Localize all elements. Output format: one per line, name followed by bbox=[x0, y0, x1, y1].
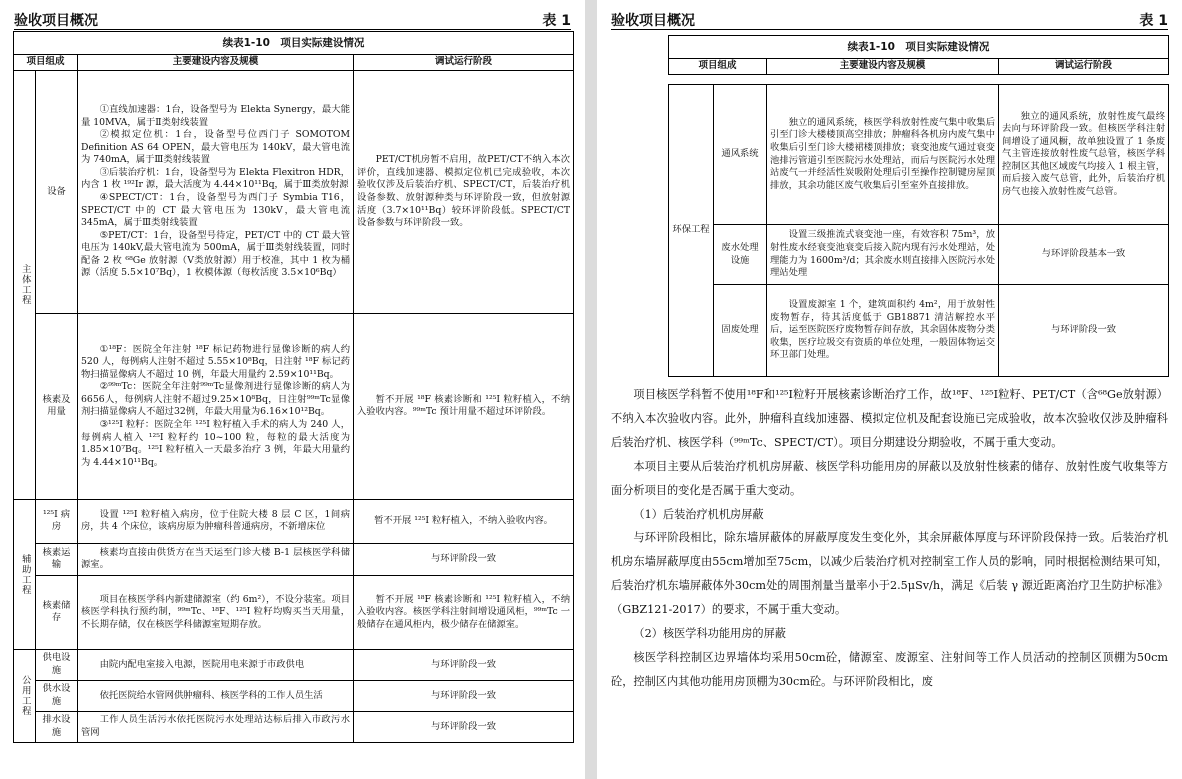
equip-item: ⑤PET/CT：1台，设备型号待定，PET/CT 中的 CT 最大管电压为 140kV,最大管电流为 500mA，属于Ⅲ类射线装置，同时配备 2 枚 ⁶⁸Ge 放射源（Ⅴ类放射源）用于校准，其中 1 枚为桶源（活度 5.5×10⁷Bq），1 枚模体源（每枚活度 3.5×10⁶Bq） bbox=[81, 229, 350, 279]
construction-table-cont bbox=[668, 35, 1169, 75]
vent-content bbox=[767, 85, 999, 225]
col-header-stage: 调试运行阶段 bbox=[354, 55, 574, 71]
table-caption: 续表1-10 项目实际建设情况 bbox=[14, 32, 574, 55]
power-stage: 与环评阶段一致 bbox=[354, 649, 574, 680]
equip-item: ③后装治疗机：1台，设备型号为 Elekta Flexitron HDR，内含 1 枚 ¹⁹²Ir 源，最大活度为 4.44×10¹¹Bq，属于Ⅲ类放射源 bbox=[81, 166, 350, 191]
row-label-ward: ¹²⁵I 病房 bbox=[36, 499, 78, 543]
water-content bbox=[78, 680, 354, 711]
solid-stage: 与环评阶段一致 bbox=[999, 285, 1169, 377]
col-header-content: 主要建设内容及规模 bbox=[78, 55, 354, 71]
drain-content bbox=[78, 711, 354, 742]
header-rule bbox=[611, 29, 1168, 30]
paragraph: 核医学科控制区边界墙体均采用50cm砼，储源室、废源室、注射间等工作人员活动的控制区顶棚为50cm砼，控制区内其他功能用房顶棚为30cm砼。与环评阶段相比，废 bbox=[611, 650, 1168, 688]
nuclide-stage bbox=[354, 313, 574, 499]
power-text: 由院内配电室接入电源，医院用电来源于市政供电 bbox=[99, 658, 305, 670]
page-gap bbox=[585, 0, 597, 779]
row-label-wastewater: 废水处理设施 bbox=[714, 225, 767, 285]
page-title: 验收项目概况 bbox=[14, 13, 98, 29]
storage-text: 项目在核医学科内新建储源室（约 6m²），不设分装室。项目核医学科执行预约制，⁹⁹ᵐTc、¹⁸F、¹²⁵I 粒籽均购买当天用量，不长期存储，仅在核医学科储源室短期存放。 bbox=[81, 593, 350, 630]
construction-table bbox=[13, 31, 574, 743]
nuclide-item: ②⁹⁹ᵐTc：医院全年注射⁹⁹ᵐTc显像剂进行显像诊断的病人为6656人，每例病人注射不超过9.25×10⁸Bq，日注射⁹⁹ᵐTc显像剂扫描显像病人不超过32例，年最大用量为6.16×10¹²Bq。 bbox=[81, 381, 350, 418]
solid-text: 设置废源室 1 个，建筑面积约 4m²，用于放射性废物暂存，待其活度低于 GB18871 清洁解控水平后，运至医院医疗废物暂存间存放，其余固体废物分类收集，医疗垃圾交有资质的单位处理，一般固体物运交环卫部门处理。 bbox=[770, 299, 995, 361]
vent-stage bbox=[999, 85, 1169, 225]
env-table bbox=[668, 84, 1169, 377]
equip-stage bbox=[354, 70, 574, 313]
nuclide-content bbox=[78, 313, 354, 499]
equip-stage-text: PET/CT机房暂不启用，故PET/CT不纳入本次评价，直线加速器、模拟定位机已完成验收，本次验收仅涉及后装治疗机、SPECT/CT，后装治疗机设备参数、放射源种类与环评阶段一致，但放射源活度（3.7×10¹¹Bq）较环评阶段低。SPECT/CT设备参数与环评阶段一致。 bbox=[357, 154, 571, 229]
ward-content bbox=[78, 499, 354, 543]
transport-content bbox=[78, 543, 354, 575]
nuclide-stage-text: 暂不开展 ¹⁸F 核素诊断和 ¹²⁵I 粒籽植入，不纳入验收内容。⁹⁹ᵐTc 预计用量不超过环评阶段。 bbox=[357, 393, 571, 418]
drain-text: 工作人员生活污水依托医院污水处理站达标后排入市政污水管网 bbox=[81, 714, 350, 738]
paragraph: 与环评阶段相比，除东墙屏蔽体的屏蔽厚度发生变化外，其余屏蔽体厚度与环评阶段保持一致。后装治疗机机房东墙屏蔽厚度由55cm增加至75cm，以减少后装治疗机对控制室工作人员的影响，同时根据检测结果可知，后装治疗机东墙屏蔽体外30cm处的周围剂量当量率小于2.5μSv/h，满足《后装 γ 源近距离治疗卫生防护标准》（GBZ121-2017）的要求，不属于重大变动。 bbox=[611, 531, 1168, 617]
section-heading: （1）后装治疗机机房屏蔽 bbox=[633, 507, 764, 521]
group-main: 主体工程 bbox=[14, 70, 36, 499]
page-title: 验收项目概况 bbox=[611, 13, 695, 29]
nuclide-item: ①¹⁸F：医院全年注射 ¹⁸F 标记药物进行显像诊断的病人约 520 人，每例病人注射不超过 5.55×10⁸Bq，日注射 ¹⁸F 标记药物扫描显像病人不超过 10 例，年最大用量约 2.59×10¹¹Bq。 bbox=[81, 343, 350, 380]
storage-stage-text: 暂不开展 ¹⁸F 核素诊断和 ¹²⁵I 粒籽植入，不纳入验收内容。核医学科注射间增设通风柜，⁹⁹ᵐTc 一般储存在通风柜内，极少储存在储源室。 bbox=[357, 593, 571, 630]
storage-stage bbox=[354, 575, 574, 649]
equip-content bbox=[78, 70, 354, 313]
table-number: 表 1 bbox=[542, 13, 571, 29]
body-text bbox=[597, 383, 1182, 694]
group-public: 公用工程 bbox=[14, 649, 36, 742]
paragraph: 项目核医学科暂不使用¹⁸F和¹²⁵I粒籽开展核素诊断治疗工作，故¹⁸F、¹²⁵I粒籽、PET/CT（含⁶⁸Ge放射源）不纳入本次验收内容。此外，肿瘤科直线加速器、模拟定位机及配套设施已完成验收，故本次验收仅涉及肿瘤科后装治疗机、核医学科（⁹⁹ᵐTc、SPECT/CT）。项目分期建设分期验收，不属于重大变动。 bbox=[611, 388, 1168, 449]
row-label-equip: 设备 bbox=[36, 70, 78, 313]
section-heading: （2）核医学科功能用房的屏蔽 bbox=[633, 627, 786, 641]
row-label-vent: 通风系统 bbox=[714, 85, 767, 225]
water-text: 依托医院给水管网供肿瘤科、核医学科的工作人员生活 bbox=[99, 689, 323, 701]
wastewater-stage: 与环评阶段基本一致 bbox=[999, 225, 1169, 285]
equip-item: ②模拟定位机：1台，设备型号位西门子 SOMOTOM Definition AS 64 OPEN，最大管电压为 140kV，最大管电流为 740mA，属于Ⅲ类射线装置 bbox=[81, 129, 350, 166]
solid-content bbox=[767, 285, 999, 377]
ward-stage: 暂不开展 ¹²⁵I 粒籽植入，不纳入验收内容。 bbox=[354, 499, 574, 543]
power-content bbox=[78, 649, 354, 680]
right-page bbox=[597, 0, 1182, 779]
ward-text: 设置 ¹²⁵I 粒籽植入病房，位于住院大楼 8 层 C 区，1间病房，共 4 个床位，该病房原为肿瘤科普通病房，不新增床位 bbox=[81, 508, 350, 533]
row-label-transport: 核素运输 bbox=[36, 543, 78, 575]
header-rule bbox=[14, 29, 571, 30]
storage-content bbox=[78, 575, 354, 649]
row-label-storage: 核素储存 bbox=[36, 575, 78, 649]
drain-stage: 与环评阶段一致 bbox=[354, 711, 574, 742]
left-page bbox=[0, 0, 585, 779]
vent-stage-text: 独立的通风系统，放射性废气最终去向与环评阶段一致。但核医学科注射间增设了通风橱，故单独设置了 1 条废气主管连接放射性废气总管，核医学科控制区其他区域废气均接入 1 根主管，而后接入废气总管，此外，后装治疗机房气也接入放射性废气总管。 bbox=[1002, 110, 1165, 197]
row-label-nuclide: 核素及用量 bbox=[36, 313, 78, 499]
col-header-content: 主要建设内容及规模 bbox=[767, 59, 999, 75]
transport-stage: 与环评阶段一致 bbox=[354, 543, 574, 575]
table-caption: 续表1-10 项目实际建设情况 bbox=[669, 36, 1169, 59]
wastewater-text: 设置三级推流式衰变池一座，有效容积 75m³，放射性废水经衰变池衰变后接入院内现有污水处理站，处理能力为 1600m³/d；其余废水则直接排入医院污水处理站处理 bbox=[770, 229, 995, 279]
group-aux: 辅助工程 bbox=[14, 499, 36, 649]
col-header-stage: 调试运行阶段 bbox=[999, 59, 1169, 75]
transport-text: 核素均直接由供货方在当天运至门诊大楼 B-1 层核医学科储源室。 bbox=[81, 546, 350, 571]
equip-item: ④SPECT/CT：1台，设备型号为西门子 Symbia T16，SPECT/CT 中的 CT 最大管电压为 130kV，最大管电流 345mA，属于Ⅲ类射线装置 bbox=[81, 191, 350, 229]
equip-item: ①直线加速器：1台，设备型号为 Elekta Synergy，最大能量 10MVA，属于Ⅱ类射线装置 bbox=[81, 104, 350, 128]
table-number: 表 1 bbox=[1139, 13, 1168, 29]
row-label-power: 供电设施 bbox=[36, 649, 78, 680]
col-header-component: 项目组成 bbox=[669, 59, 767, 75]
group-env: 环保工程 bbox=[669, 85, 714, 377]
wastewater-content bbox=[767, 225, 999, 285]
page-header bbox=[611, 10, 1168, 30]
paragraph: 本项目主要从后装治疗机机房屏蔽、核医学科功能用房的屏蔽以及放射性核素的储存、放射性废气收集等方面分析项目的变化是否属于重大变动。 bbox=[611, 459, 1168, 497]
nuclide-item: ③¹²⁵I 粒籽：医院全年 ¹²⁵I 粒籽植入手术的病人为 240 人，每例病人植入 ¹²⁵I 粒籽约 10~100 粒，每粒的最大活度为 1.85×10⁷Bq。¹²⁵I 粒籽植入一天最多治疗 3 例，年最大用量约为 4.44×10¹¹Bq。 bbox=[81, 419, 350, 468]
water-stage: 与环评阶段一致 bbox=[354, 680, 574, 711]
row-label-solid: 固废处理 bbox=[714, 285, 767, 377]
vent-text: 独立的通风系统，核医学科放射性废气集中收集后引至门诊大楼楼顶高空排放；肿瘤科各机房内废气集中收集后引至门诊大楼裙楼顶排放；衰变池废气通过衰变池排污管道引至医院污水处理站，而后与医院污水处理站废气一并经活性炭吸附处理后引至操作控制键房屋顶排放，其余功能区废气收集后引至室外直接排放。 bbox=[770, 116, 995, 191]
page-header bbox=[14, 10, 571, 30]
col-header-component: 项目组成 bbox=[14, 55, 78, 71]
row-label-water: 供水设施 bbox=[36, 680, 78, 711]
row-label-drain: 排水设施 bbox=[36, 711, 78, 742]
